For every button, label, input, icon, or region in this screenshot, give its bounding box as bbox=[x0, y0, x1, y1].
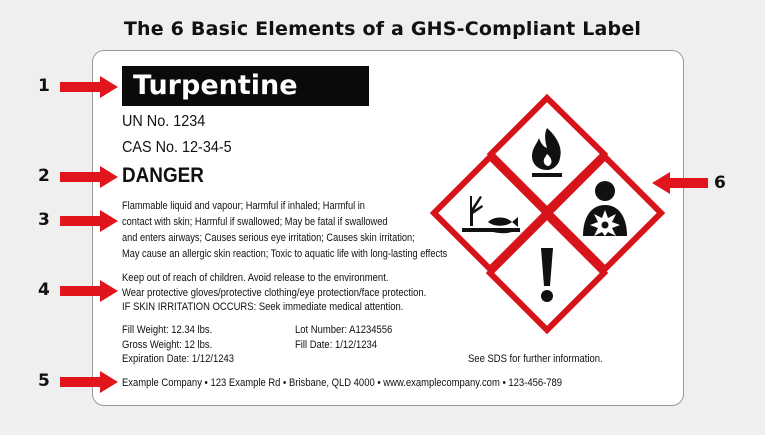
gross-weight: Gross Weight: 12 lbs. bbox=[122, 338, 213, 351]
supplier-information: Example Company • 123 Example Rd • Brisbane, QLD 4000 • www.examplecompany.com • 123-456-789 bbox=[122, 377, 563, 389]
hazard-statement-line: Flammable liquid and vapour; Harmful if inhaled; Harmful in bbox=[122, 200, 365, 212]
precaution-line: Keep out of reach of children. Avoid release to the environment. bbox=[122, 272, 389, 284]
page-title: The 6 Basic Elements of a GHS-Compliant Label bbox=[123, 18, 642, 40]
hazard-statement-line: and enters airways; Causes serious eye irritation; Causes skin irritation; bbox=[122, 232, 415, 244]
callout-number-3: 3 bbox=[38, 210, 50, 230]
callout-number-6: 6 bbox=[714, 173, 726, 193]
sds-note: See SDS for further information. bbox=[468, 353, 603, 365]
un-number: UN No. 1234 bbox=[122, 113, 206, 130]
callout-number-4: 4 bbox=[38, 280, 50, 300]
fill-date: Fill Date: 1/12/1234 bbox=[295, 338, 378, 351]
lot-number: Lot Number: A1234556 bbox=[295, 324, 393, 336]
cas-number: CAS No. 12-34-5 bbox=[122, 139, 232, 156]
callout-number-5: 5 bbox=[38, 371, 50, 391]
precaution-line: IF SKIN IRRITATION OCCURS: Seek immediate medical attention. bbox=[122, 301, 404, 313]
precaution-line: Wear protective gloves/protective clothing/eye protection/face protection. bbox=[122, 286, 427, 299]
callout-number-1: 1 bbox=[38, 76, 50, 96]
product-identifier: Turpentine bbox=[122, 66, 369, 106]
fill-weight: Fill Weight: 12.34 lbs. bbox=[122, 324, 213, 336]
callout-number-2: 2 bbox=[38, 166, 50, 186]
hazard-statement-line: May cause an allergic skin reaction; Toxic to aquatic life with long-lasting effects bbox=[122, 248, 448, 260]
expiration-date: Expiration Date: 1/12/1243 bbox=[122, 353, 235, 365]
signal-word: DANGER bbox=[122, 164, 204, 187]
hazard-statement-line: contact with skin; Harmful if swallowed; May be fatal if swallowed bbox=[122, 216, 388, 228]
